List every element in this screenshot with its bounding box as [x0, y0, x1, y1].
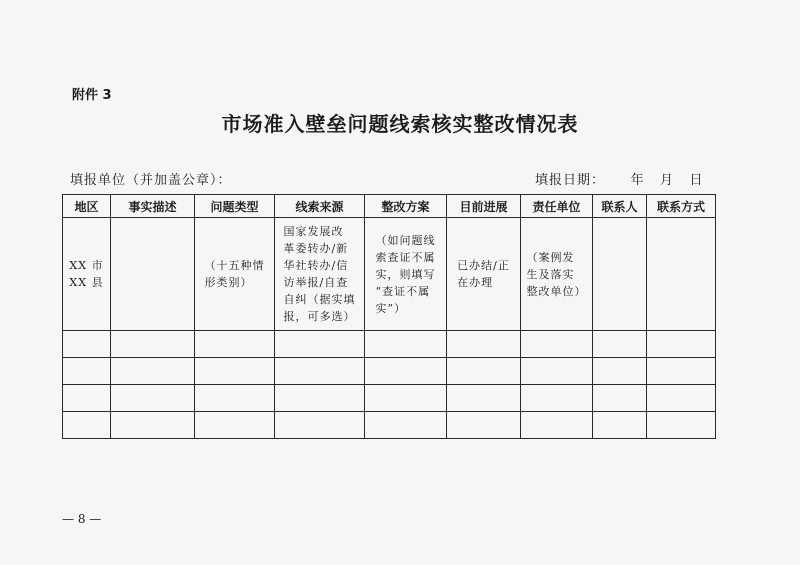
page-title: 市场准入壁垒问题线索核实整改情况表: [221, 112, 579, 136]
empty-cell: [647, 412, 716, 439]
empty-cell: [195, 358, 275, 385]
empty-cell: [275, 331, 365, 358]
empty-cell: [647, 358, 716, 385]
header-contact-person: 联系人: [593, 195, 647, 218]
table-row: [63, 385, 716, 412]
cell-rectification-plan-text: （如问题线 索查证不属 实，则填写 “查证不属 实”）: [375, 233, 436, 315]
empty-cell: [365, 331, 447, 358]
empty-cell: [195, 385, 275, 412]
empty-cell: [63, 412, 111, 439]
cell-progress: [447, 218, 521, 331]
empty-cell: [447, 358, 521, 385]
cell-clue-source-text: 国家发展改 革委转办/新 华社转办/信 访举报/自查 自纠（据实填 报，可多选）: [283, 225, 356, 323]
empty-cell: [63, 385, 111, 412]
header-rectification-plan: 整改方案: [365, 195, 447, 218]
attachment-label: 附件 3: [72, 88, 112, 103]
cell-clue-source: [275, 218, 365, 331]
empty-cell: [63, 358, 111, 385]
empty-cell: [195, 331, 275, 358]
empty-cell: [275, 385, 365, 412]
header-responsible-unit: 责任单位: [521, 195, 593, 218]
empty-cell: [447, 412, 521, 439]
header-contact-info: 联系方式: [647, 195, 716, 218]
cell-rectification-plan: [365, 218, 447, 331]
header-region: 地区: [63, 195, 111, 218]
cell-responsible-unit: [521, 218, 593, 331]
cell-region-text: XX 市 XX 县: [69, 259, 104, 289]
empty-cell: [593, 385, 647, 412]
empty-cell: [275, 412, 365, 439]
cell-contact-person: [593, 218, 647, 331]
cell-problem-type-text: （十五种情 形类别）: [204, 259, 265, 289]
cell-facts: [111, 218, 195, 331]
empty-cell: [365, 358, 447, 385]
cell-responsible-unit-text: （案例发 生及落实 整改单位）: [526, 250, 587, 298]
header-problem-type: 问题类型: [195, 195, 275, 218]
empty-cell: [647, 385, 716, 412]
rectification-table: [62, 194, 716, 439]
empty-cell: [593, 331, 647, 358]
table-row: [63, 358, 716, 385]
empty-cell: [195, 412, 275, 439]
empty-cell: [447, 385, 521, 412]
empty-cell: [593, 358, 647, 385]
cell-problem-type: [195, 218, 275, 331]
empty-cell: [593, 412, 647, 439]
example-row: [63, 218, 716, 331]
empty-cell: [63, 331, 111, 358]
cell-progress-text: 已办结/正 在办理: [457, 259, 510, 289]
header-clue-source: 线索来源: [275, 195, 365, 218]
cell-region: [63, 218, 111, 331]
empty-cell: [521, 331, 593, 358]
empty-cell: [111, 331, 195, 358]
empty-cell: [111, 358, 195, 385]
filler-date-label: 填报日期： 年 月 日: [535, 173, 704, 188]
header-progress: 目前进展: [447, 195, 521, 218]
empty-cell: [111, 385, 195, 412]
cell-contact-info: [647, 218, 716, 331]
empty-cell: [647, 331, 716, 358]
empty-cell: [111, 412, 195, 439]
empty-rows: [63, 331, 716, 439]
page-number: — 8 —: [62, 512, 102, 526]
empty-cell: [275, 358, 365, 385]
header-facts: 事实描述: [111, 195, 195, 218]
empty-cell: [365, 412, 447, 439]
table-row: [63, 331, 716, 358]
header-row: [63, 195, 716, 218]
empty-cell: [521, 412, 593, 439]
empty-cell: [447, 331, 521, 358]
filler-unit-label: 填报单位（并加盖公章）：: [70, 173, 232, 188]
table-row: [63, 412, 716, 439]
empty-cell: [521, 385, 593, 412]
empty-cell: [521, 358, 593, 385]
empty-cell: [365, 385, 447, 412]
